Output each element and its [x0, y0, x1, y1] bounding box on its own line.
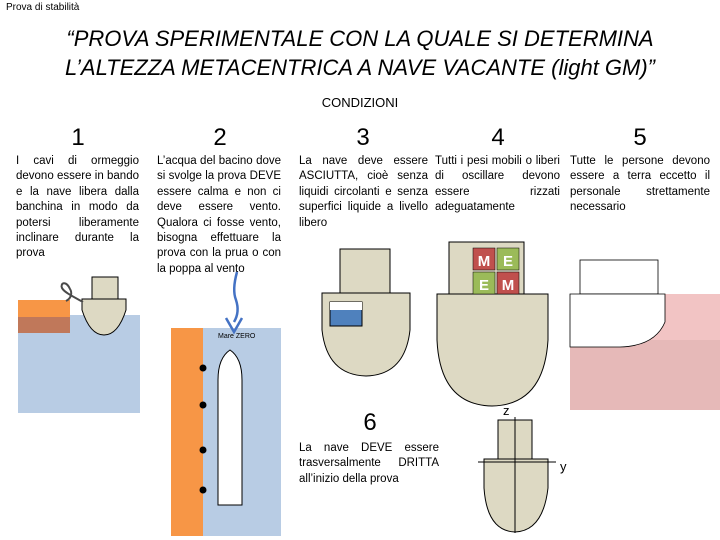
condition-number-6: 6 — [363, 409, 377, 436]
crate-label: E — [502, 253, 514, 270]
wind-arrow — [234, 272, 238, 322]
title-line-1: “PROVA SPERIMENTALE CON LA QUALE SI DETERMINA — [66, 26, 654, 51]
ship-hull — [484, 459, 548, 532]
z-axis-label: z — [503, 403, 510, 418]
conditions-heading: CONDIZIONI — [321, 95, 399, 110]
bollard — [200, 447, 207, 454]
condition-number-2: 2 — [213, 124, 227, 151]
persons-ashore-figure — [570, 260, 720, 410]
tank-air-space — [330, 302, 362, 310]
upright-ship-figure — [478, 403, 567, 533]
mooring-figure — [18, 277, 140, 413]
slack-mooring-rope — [62, 283, 83, 302]
condition-text-1: I cavi di ormeggio devono essere in bando e la nave libera dalla banchina in modo da potersi liberamente inclinare durante la prova — [16, 155, 139, 260]
condition-number-5: 5 — [633, 124, 647, 151]
condition-number-4: 4 — [491, 124, 505, 151]
condition-text-4: Tutti i pesi mobili o liberi di oscillare devono essere rizzati adeguatamente — [435, 155, 560, 214]
ship-plan-view — [218, 350, 242, 505]
wind-label: Mare ZERO — [218, 333, 256, 340]
dock-wall — [171, 328, 203, 536]
quay-bottom — [18, 317, 70, 333]
calm-water-figure — [171, 272, 281, 536]
title-line-2: L’ALTEZZA METACENTRICA A NAVE VACANTE (light GM)” — [64, 55, 656, 80]
quay-top — [18, 300, 70, 317]
condition-text-3: La nave deve essere ASCIUTTA, cioè senza liquidi circolanti e senza superfici liquide a livello libero — [299, 155, 428, 229]
crate-label: M — [477, 253, 491, 270]
condition-text-6: La nave DEVE essere trasversalmente DRITTA all’inizio della prova — [299, 442, 439, 485]
dry-ship-figure — [322, 249, 410, 376]
ship-superstructure — [340, 249, 390, 293]
ship-superstructure — [92, 277, 118, 299]
y-axis-label: y — [560, 459, 567, 474]
lashed-weights-figure — [437, 242, 548, 406]
ship-hull — [570, 294, 665, 347]
ship-superstructure — [580, 260, 658, 294]
condition-text-5: Tutte le persone devono essere a terra eccetto il personale strettamente necessario — [570, 155, 710, 214]
condition-number-1: 1 — [71, 124, 85, 151]
shore-area-lower — [570, 340, 720, 410]
bollard — [200, 402, 207, 409]
bollard — [200, 487, 207, 494]
condition-number-3: 3 — [356, 124, 370, 151]
ship-hull — [437, 294, 548, 406]
header-label: Prova di stabilità — [6, 2, 80, 13]
crate-label: M — [501, 277, 515, 294]
bollard — [200, 365, 207, 372]
condition-text-2: L’acqua del bacino dove si svolge la prova DEVE essere calma e non ci deve essere vento. Qualora ci fosse vento, bisogna effettuare la prova con la prua o con la poppa al vento — [157, 155, 281, 275]
crate-label: E — [478, 277, 490, 294]
